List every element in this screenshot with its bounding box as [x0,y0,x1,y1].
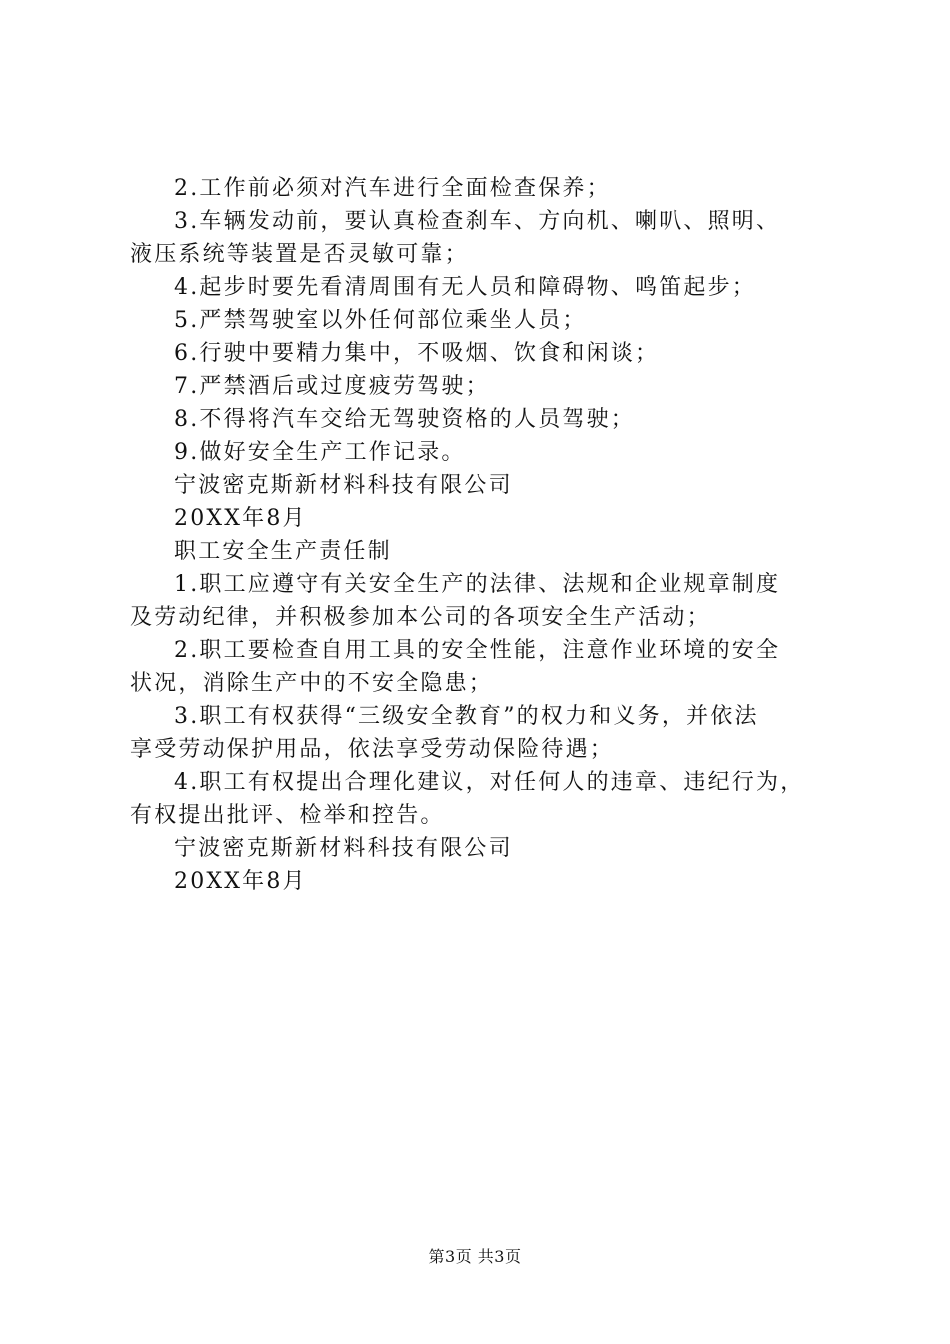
duty-2-cont: 状况，消除生产中的不安全隐患； [130,671,494,696]
company-name: 宁波密克斯新材料科技有限公司 [174,473,513,498]
section-title: 职工安全生产责任制 [174,539,392,564]
duty-4: 4.职工有权提出合理化建议，对任何人的违章、违纪行为， [174,770,805,795]
rule-6-concentration: 6.行驶中要精力集中，不吸烟、饮食和闲谈； [174,341,660,366]
company-name-2: 宁波密克斯新材料科技有限公司 [174,836,513,861]
duty-2: 2.职工要检查自用工具的安全性能，注意作业环境的安全 [174,638,781,663]
rule-8-qualified-driver: 8.不得将汽车交给无驾驶资格的人员驾驶； [174,407,635,432]
rule-3-start-check-cont: 液压系统等装置是否灵敏可靠； [130,242,469,267]
duty-1-cont: 及劳动纪律，并积极参加本公司的各项安全生产活动； [130,605,711,630]
page-footer: 第3页 共3页 [428,1247,522,1266]
rule-3-start-check: 3.车辆发动前，要认真检查刹车、方向机、喇叭、照明、 [174,209,781,234]
rule-4-starting: 4.起步时要先看清周围有无人员和障碍物、鸣笛起步； [174,275,756,300]
duty-4-cont: 有权提出批评、检举和控告。 [130,803,445,828]
rule-2-inspection: 2.工作前必须对汽车进行全面检查保养； [174,176,611,201]
rule-7-no-drunk-driving: 7.严禁酒后或过度疲劳驾驶； [174,374,490,399]
duty-3: 3.职工有权获得“三级安全教育”的权力和义务，并依法 [174,704,759,729]
date-2: 20XX年8月 [174,869,307,894]
duty-1: 1.职工应遵守有关安全生产的法律、法规和企业规章制度 [174,572,781,597]
date: 20XX年8月 [174,506,307,531]
rule-9-records: 9.做好安全生产工作记录。 [174,440,466,465]
document-body [130,172,840,898]
duty-3-cont: 享受劳动保护用品，依法享受劳动保险待遇； [130,737,615,762]
rule-5-passengers: 5.严禁驾驶室以外任何部位乘坐人员； [174,308,587,333]
